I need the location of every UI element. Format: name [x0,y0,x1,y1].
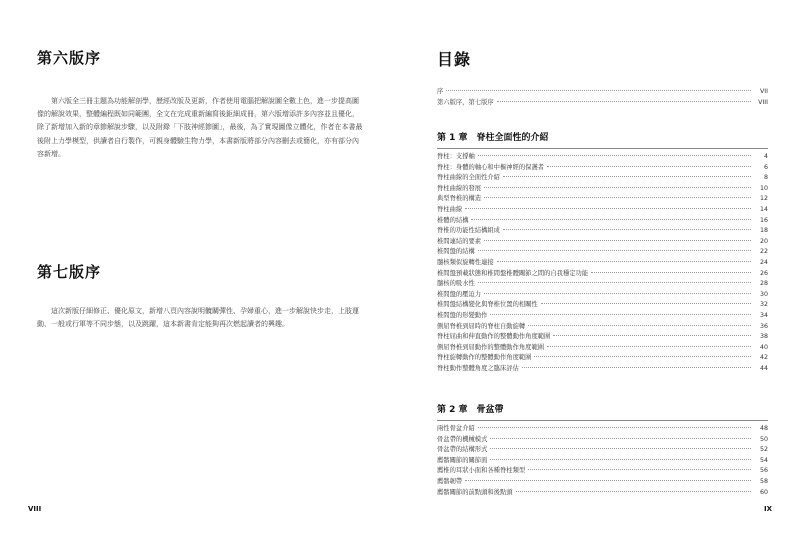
dot-leader [522,367,751,368]
toc-entry[interactable] [437,300,768,311]
toc-entry-label: 椎間盤的壓迫力 [437,290,482,298]
toc-entry[interactable] [437,477,768,488]
right-page [400,0,800,533]
toc-entry[interactable] [437,247,768,258]
toc-entry[interactable] [437,311,768,322]
dot-leader [484,187,751,188]
toc-entry-label: 椎間盤的形變動作 [437,311,488,319]
toc-entry[interactable] [437,205,768,216]
toc-entry-label: 骨盆帶的結構形式 [437,446,488,454]
toc-entry-page: 26 [759,269,768,277]
toc-entry-page: 60 [759,488,768,496]
toc-entry-page: 32 [759,301,768,309]
toc-entry-label: 脊柱曲線的發展 [437,184,482,192]
toc-entry-label: 側屈脊椎到屈時的脊柱自動旋轉 [437,322,526,330]
toc-entry-label: 脊柱屈曲和伸直動作的整體動作角度範圍 [437,333,551,341]
toc-entry-label: 薦椎的耳狀小面和各種脊柱類型 [437,467,526,475]
dot-leader [484,197,751,198]
dot-leader [478,250,751,251]
toc-entry[interactable] [437,364,768,375]
toc-entry-page: 38 [759,333,768,341]
toc-entry-page: 20 [759,237,768,245]
section-title-preface-6: 第六版序 [37,49,102,67]
toc-entry-page: 30 [759,290,768,298]
dot-leader [528,469,751,470]
toc-entry-page: 16 [759,216,768,224]
dot-leader [478,427,751,428]
dot-leader [534,356,751,357]
page-number-left: VIII [28,505,42,513]
toc-title: 目錄 [437,50,472,69]
toc-entry[interactable] [437,290,768,301]
toc-entry-label: 椎間盤結構變化與脊椎位置的相關性 [437,301,538,309]
toc-entry[interactable] [437,279,768,290]
toc-entry-label: 典型脊椎的構造 [437,195,482,203]
toc-entry[interactable] [437,435,768,446]
toc-entry-label: 薦髂韌帶 [437,477,463,485]
dot-leader [516,491,751,492]
toc-entry-label: 脊柱曲線的全面性介紹 [437,174,500,182]
toc-entry-label: 脊柱曲線 [437,205,463,213]
toc-entry-page: 4 [763,153,768,160]
toc-entry-label: 椎間連結的要素 [437,237,482,245]
dot-leader [490,448,751,449]
dot-leader [478,155,751,156]
chapter-2-heading: 第 2 章 骨盆帶 [437,405,504,415]
toc-entry-page: 6 [763,163,768,171]
dot-leader [490,459,751,460]
section-title-preface-7: 第七版序 [37,263,102,281]
toc-entry-page: 22 [759,248,768,256]
toc-entry-page: 54 [759,456,768,464]
dot-leader [484,240,751,241]
toc-entry-page: 36 [759,322,768,330]
dot-leader [484,293,751,294]
toc-entry-label: 髓核類似旋轉性連接 [437,258,494,266]
toc-entry-page: 40 [759,343,768,351]
preface-7-paragraph: 這次新版仔細修正、優化原文，新增八頁內容說明髖關彈性、孕婦重心，進一步解說快步走，上肢運動、一般或行軍等不同步態，以及跳躍，這本新書肯定能夠再次燃起讀者的興趣。 [37,307,359,329]
dot-leader [497,261,751,262]
toc-entry-page: 12 [759,195,768,203]
toc-entry[interactable] [437,445,768,456]
toc-entry[interactable] [437,163,768,174]
toc-entry[interactable] [437,424,768,435]
preface-6-paragraph: 第六版全三冊主題為功能解剖學，歷經改版及更新，作者使用電腦把解說圖全數上色，進一步提高圖像的解說效果，整體編程既如同範團，全文在完成重新編寫後鉅細成冊，第六版增添許多內容並且優化，除了新增加入新的章節解說步驟，以及附錄「下肢神經節圖」，最後，為了實現圖像立體化，作者在本書最後附上力學模型，供讀者自行製作，可親身體驗生物力學，本書新版將部分內容刪去或簡化，亦有部分內容新增。 [37,97,363,158]
toc-entry[interactable] [437,466,768,477]
divider [437,148,768,149]
toc-entry[interactable] [437,184,768,195]
dot-leader [591,272,751,273]
dot-leader [465,208,751,209]
toc-entry-page: 44 [759,364,768,372]
toc-entry-page: 42 [759,354,768,362]
toc-entry[interactable] [437,456,768,467]
toc-entry-label: 脊柱旋轉動作的整體動作角度範圍 [437,354,532,362]
toc-entry-page: 28 [759,280,768,288]
toc-entry-page: 58 [759,477,768,485]
front-matter-list [437,87,768,108]
chapter-2-entries [437,424,768,498]
dot-leader [471,219,751,220]
toc-entry-label: 脊柱：支撐軸 [437,153,475,160]
toc-entry[interactable] [437,194,768,205]
toc-entry[interactable] [437,269,768,280]
toc-entry[interactable] [437,152,768,163]
divider [437,420,768,421]
toc-entry-label: 側屈脊椎到屈動作的整體動作角度範圍 [437,343,545,351]
dot-leader [503,176,751,177]
toc-entry-page: 10 [759,184,768,192]
toc-entry-label: 骨盆帶的機械模式 [437,435,488,443]
toc-entry-label: 椎間盤的結構 [437,248,475,256]
toc-entry[interactable] [437,343,768,354]
chapter-1-entries [437,152,768,374]
chapter-1-heading: 第 1 章 脊柱全面性的介紹 [437,133,549,143]
toc-entry-page: 56 [759,467,768,475]
toc-entry[interactable] [437,173,768,184]
dot-leader [547,346,751,347]
toc-entry-label: 髓核的吸水性 [437,280,475,288]
toc-entry-label: 椎間盤預載狀態和椎間盤椎體關節之間的自我穩定功能 [437,269,589,277]
dot-leader [528,325,751,326]
toc-entry-page: 8 [763,174,768,182]
toc-entry[interactable]: 第六版序，第七版序 VIII [437,98,768,106]
toc-entry-page: 34 [759,311,768,319]
toc-entry[interactable] [437,237,768,248]
toc-entry-label: 椎體的結構 [437,216,469,224]
toc-entry[interactable] [437,488,768,499]
toc-entry-page: 14 [759,205,768,213]
toc-entry-label: 脊柱：身體的軸心和中樞神經的保護者 [437,163,545,171]
toc-entry[interactable] [437,332,768,343]
toc-entry-label: 薦髂關節的關節面 [437,456,488,464]
toc-entry-label: 脊椎的功能性結構組成 [437,227,500,235]
toc-entry[interactable]: 序 VII [437,88,768,95]
toc-entry-label: 薦髂關節的前點頭和後點頭 [437,488,513,496]
toc-entry[interactable] [437,353,768,364]
toc-entry[interactable] [437,258,768,269]
page-number-right: IX [763,505,772,513]
toc-entry-label: 脊柱動作整體角度之臨床評估 [437,364,519,372]
dot-leader [547,166,751,167]
dot-leader [553,335,751,336]
toc-entry-page: 52 [759,446,768,454]
toc-entry-page: 50 [759,435,768,443]
dot-leader [541,303,751,304]
toc-entry[interactable] [437,216,768,227]
dot-leader [478,282,751,283]
toc-entry[interactable] [437,226,768,237]
dot-leader [490,314,751,315]
toc-entry-page: 24 [759,258,768,266]
toc-entry-page: 48 [759,425,768,432]
dot-leader [503,229,751,230]
toc-entry-label: 兩性骨盆介紹 [437,425,475,432]
dot-leader [465,480,751,481]
toc-entry[interactable] [437,322,768,333]
dot-leader [490,438,751,439]
toc-entry-page: 18 [759,227,768,235]
